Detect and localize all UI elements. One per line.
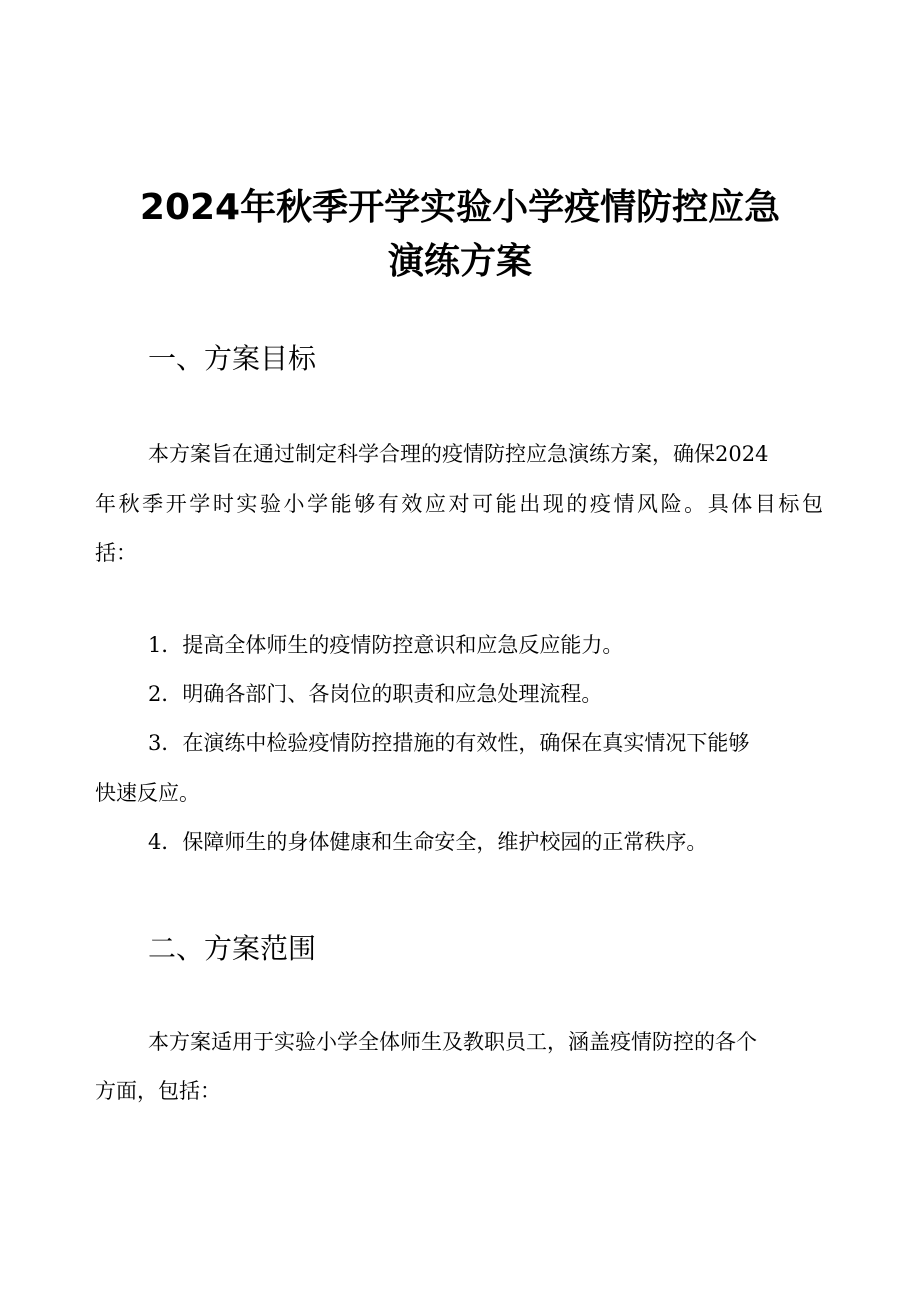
section-1-heading: 一、方案目标 <box>148 342 317 375</box>
section-2-intro-line-2: 方面，包括： <box>95 1079 221 1103</box>
section-2-intro-line-1: 本方案适用于实验小学全体师生及教职员工，涵盖疫情防控的各个 <box>148 1030 757 1054</box>
goal-item-2: 2．明确各部门、各岗位的职责和应急处理流程。 <box>148 682 603 706</box>
section-1-intro-line-2: 年秋季开学时实验小学能够有效应对可能出现的疫情风险。具体目标包 <box>95 492 823 516</box>
section-2-heading: 二、方案范围 <box>148 932 317 965</box>
goal-item-3-continued: 快速反应。 <box>95 781 200 805</box>
document-title-line-2: 演练方案 <box>387 241 532 282</box>
goal-item-1: 1．提高全体师生的疫情防控意识和应急反应能力。 <box>148 633 624 657</box>
section-1-intro-line-3: 括： <box>95 541 137 565</box>
section-1-intro-line-1: 本方案旨在通过制定科学合理的疫情防控应急演练方案，确保2024 <box>148 442 769 466</box>
goal-item-4: 4．保障师生的身体健康和生命安全，维护校园的正常秩序。 <box>148 830 708 854</box>
goal-item-3: 3．在演练中检验疫情防控措施的有效性，确保在真实情况下能够 <box>148 731 750 755</box>
document-title-line-1: 2024年秋季开学实验小学疫情防控应急 <box>139 187 781 228</box>
